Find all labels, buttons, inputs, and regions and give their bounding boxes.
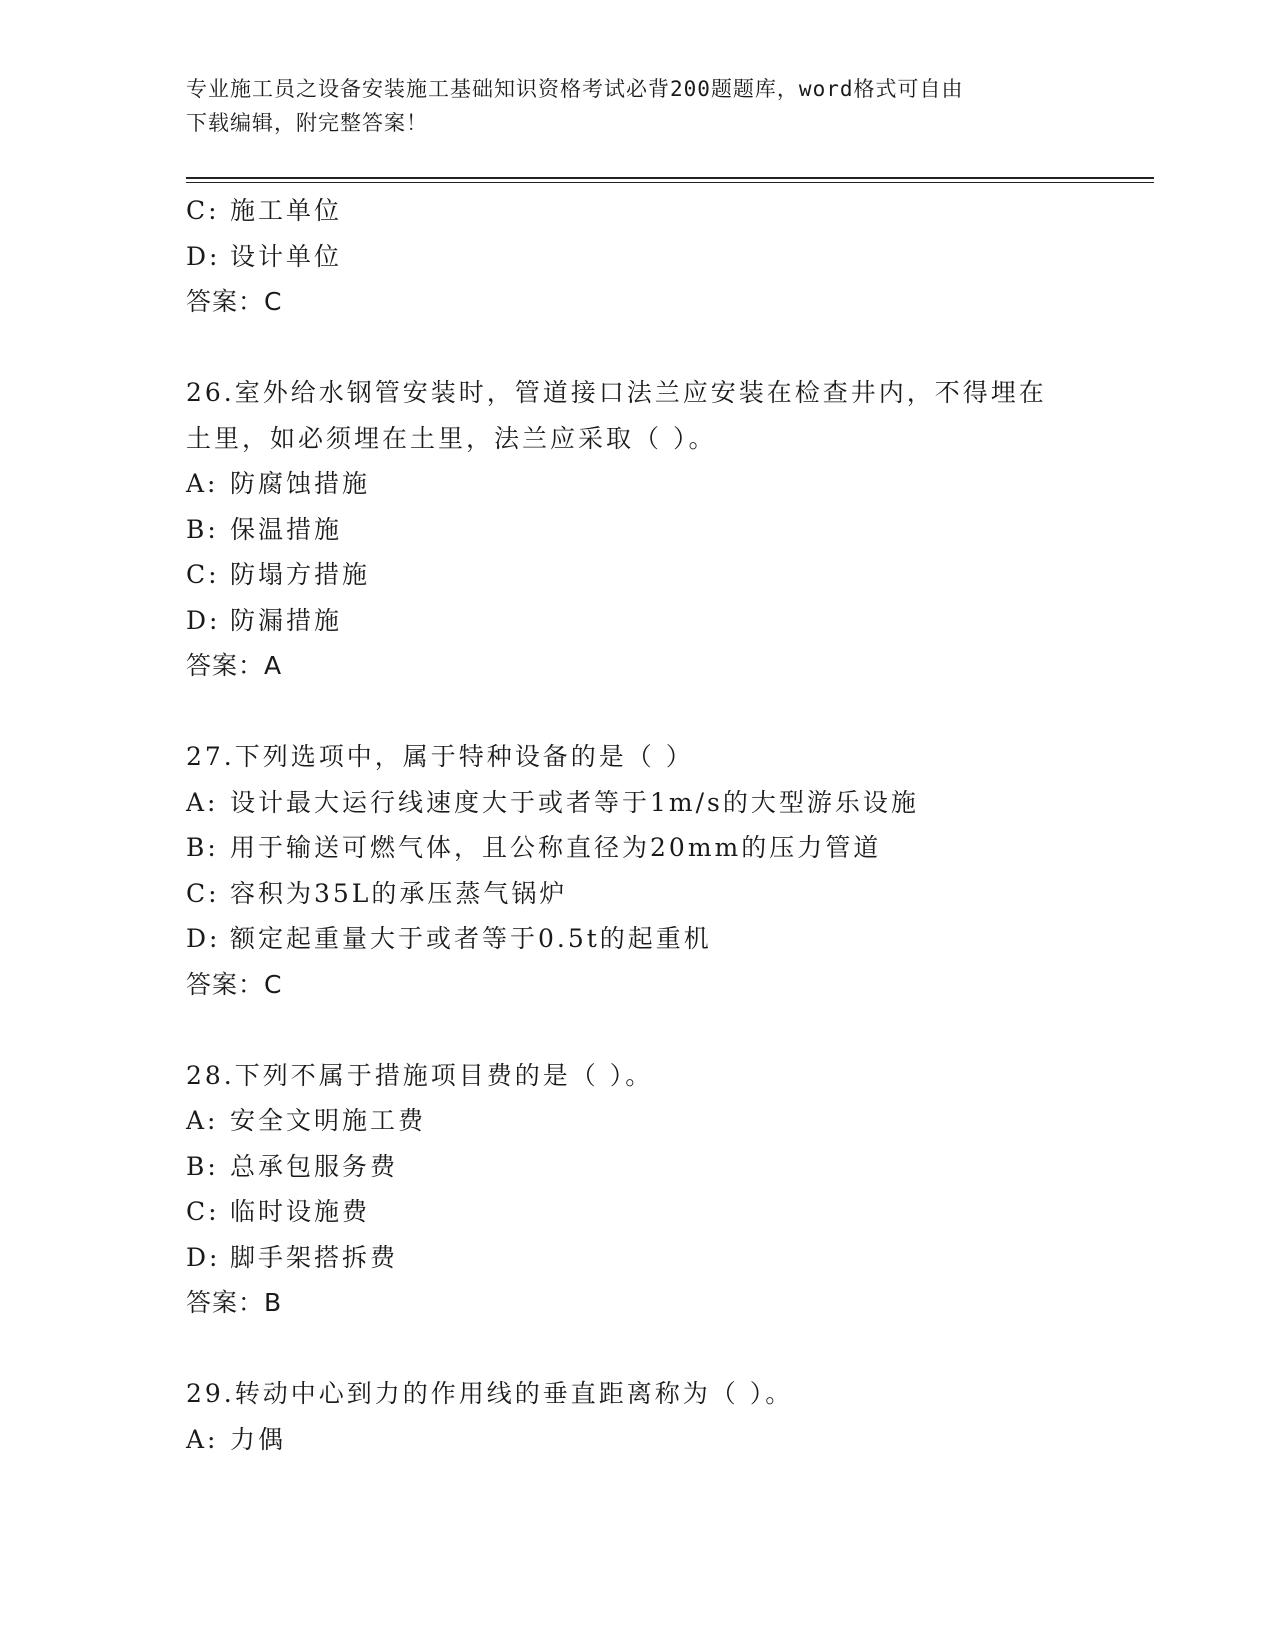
option-d: D: 设计单位	[186, 241, 343, 271]
question-26	[186, 370, 1146, 689]
option-a: A: 安全文明施工费	[186, 1106, 427, 1135]
document-header	[186, 72, 1086, 140]
question-stem: 27.下列选项中，属于特种设备的是（ ）	[186, 742, 694, 771]
option-d: D: 脚手架搭拆费	[186, 1242, 399, 1272]
option-b: B: 总承包服务费	[186, 1151, 399, 1181]
answer: 答案：B	[186, 1288, 283, 1317]
option-d: D: 防漏措施	[186, 605, 343, 635]
answer: 答案：C	[186, 287, 283, 316]
answer: 答案：A	[186, 651, 283, 680]
option-c: C: 防塌方措施	[186, 560, 371, 589]
option-c: C: 临时设施费	[186, 1197, 371, 1226]
header-line-2: 下载编辑，附完整答案！	[186, 111, 428, 135]
option-a: A: 力偶	[186, 1424, 287, 1454]
question-28	[186, 1053, 1146, 1326]
question-25	[186, 188, 1146, 325]
option-b: B: 保温措施	[186, 514, 343, 544]
question-27	[186, 734, 1146, 1007]
option-a: A: 设计最大运行线速度大于或者等于1m/s的大型游乐设施	[186, 787, 919, 817]
question-stem: 28.下列不属于措施项目费的是（ ）。	[186, 1060, 654, 1090]
answer: 答案：C	[186, 969, 283, 999]
option-b: B: 用于输送可燃气体，且公称直径为20mm的压力管道	[186, 833, 882, 862]
option-c: C: 容积为35L的承压蒸气锅炉	[186, 878, 568, 908]
option-c: C: 施工单位	[186, 196, 343, 225]
question-stem-line-1: 26.室外给水钢管安装时，管道接口法兰应安装在检查井内，不得埋在	[186, 378, 1047, 407]
question-list	[186, 188, 1146, 1462]
header-line-1: 专业施工员之设备安装施工基础知识资格考试必背200题题库，word格式可自由	[186, 77, 964, 101]
option-a: A: 防腐蚀措施	[186, 469, 371, 498]
header-rule-thick	[186, 177, 1154, 179]
header-rule-thin	[186, 182, 1154, 183]
question-29	[186, 1371, 1146, 1462]
option-d: D: 额定起重量大于或者等于0.5t的起重机	[186, 924, 712, 953]
question-stem: 29.转动中心到力的作用线的垂直距离称为（ ）。	[186, 1379, 794, 1408]
question-stem-line-2: 土里，如必须埋在土里，法兰应采取（ ）。	[186, 423, 717, 453]
